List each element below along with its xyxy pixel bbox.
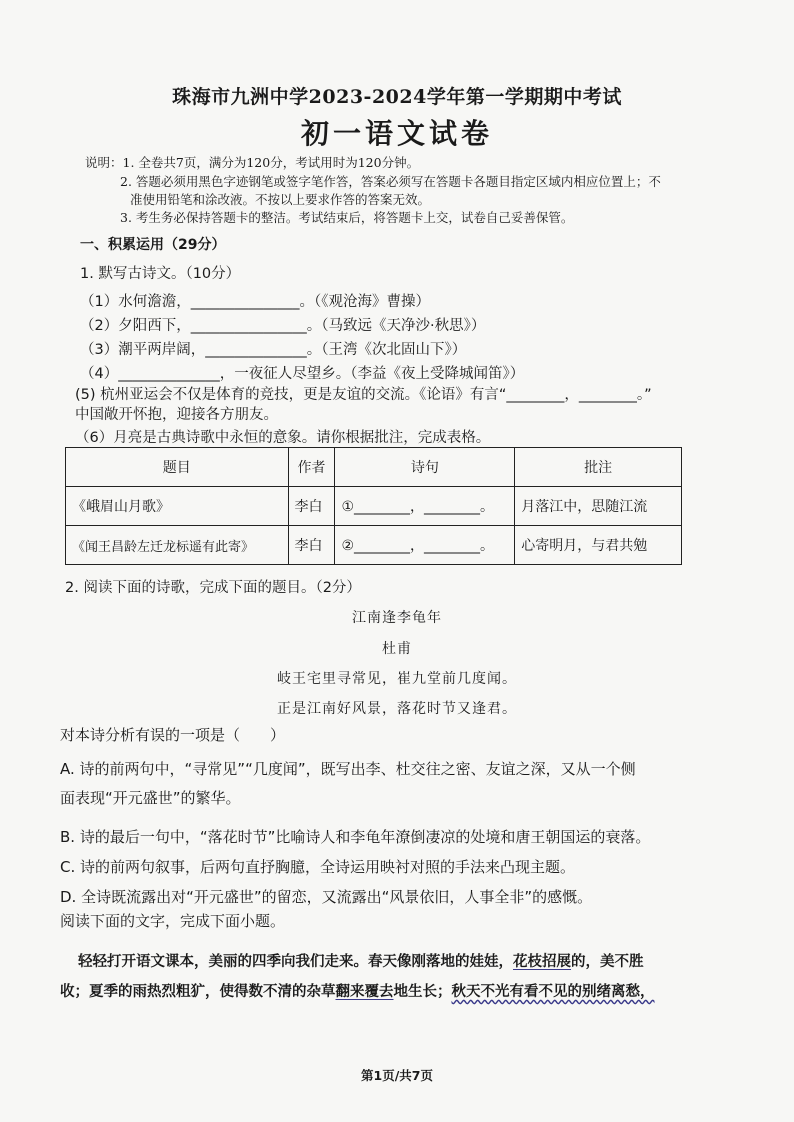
passage-text: 地生长； [393,983,452,1000]
q2-option-d: D. 全诗既流露出对“开元盛世”的留恋，又流露出“风景依旧，人事全非”的感慨。 [60,888,593,906]
q1-item-5-cont: 中国敞开怀抱，迎接各方朋友。 [75,407,278,423]
poem-title: 江南逢李龟年 [352,610,442,626]
table-cell-annotation: 月落江中，思随江流 [515,487,682,526]
table-header-author: 作者 [288,448,335,487]
table-cell-author: 李白 [288,526,335,565]
moon-poems-table [65,447,682,565]
q2-stem: 对本诗分析有误的一项是（ ） [60,726,286,744]
table-row [66,526,682,565]
q2-option-a: A. 诗的前两句中，“寻常见”“几度闻”，既写出李、杜交往之密、友谊之深，又从一个侧 [60,760,636,778]
table-row [66,487,682,526]
poem-author: 杜甫 [382,641,412,657]
exam-paper-title: 初一语文试卷 [300,117,493,150]
table-cell-verse: ②________，________。 [335,526,515,565]
table-cell-author: 李白 [288,487,335,526]
passage-wavy-underlined-phrase: 秋天不光有看不见的别绪离愁， [451,983,655,1000]
q1-item-3: （3）潮平两岸阔，______________。（王湾《次北固山下》） [80,342,467,358]
q1-item-1: （1）水何澹澹，_______________。（《观沧海》曹操） [80,294,430,310]
passage-text: 的，美不胜 [571,953,644,970]
table-cell-verse: ①________，________。 [335,487,515,526]
table-cell-annotation: 心寄明月，与君共勉 [515,526,682,565]
table-cell-title: 《峨眉山月歌》 [66,487,289,526]
section-1-title: 一、积累运用（29分） [80,237,226,253]
passage-line-1 [78,950,644,971]
q1-item-2: （2）夕阳西下，________________。（马致远《天净沙·秋思》） [80,318,486,334]
passage-underlined-phrase: 翻来覆去 [335,983,394,1000]
page-number: 第1页/共7页 [361,1068,433,1083]
passage-line-2 [60,980,655,1001]
q1-title: 1. 默写古诗文。（10分） [80,266,241,282]
q2-option-a-cont: 面表现“开元盛世”的繁华。 [60,789,241,807]
instructions-line-1: 说明：1. 全卷共7页，满分为120分，考试用时为120分钟。 [85,155,420,170]
exam-school-title: 珠海市九洲中学2023-2024学年第一学期期中考试 [172,86,622,108]
passage-text: 收；夏季的雨热烈粗犷，使得数不清的杂草 [60,983,336,1000]
q1-item-4: （4）______________，一夜征人尽望乡。（李益《夜上受降城闻笛》） [80,366,525,382]
q1-item-6: （6）月亮是古典诗歌中永恒的意象。请你根据批注，完成表格。 [75,430,491,446]
q2-option-c: C. 诗的前两句叙事，后两句直抒胸臆，全诗运用映衬对照的手法来凸现主题。 [60,858,576,876]
table-header-title: 题目 [66,448,289,487]
poem-line-2: 正是江南好风景，落花时节又逢君。 [277,701,517,717]
q2-title: 2. 阅读下面的诗歌，完成下面的题目。（2分） [65,580,361,596]
reading-intro: 阅读下面的文字，完成下面小题。 [60,912,286,930]
poem-line-1: 岐王宅里寻常见，崔九堂前几度闻。 [277,671,517,687]
instructions-line-4: 3. 考生务必保持答题卡的整洁。考试结束后，将答题卡上交，试卷自己妥善保管。 [120,210,574,225]
instructions-line-3: 准使用铅笔和涂改液。不按以上要求作答的答案无效。 [130,192,431,207]
table-header-row [66,448,682,487]
q1-item-5: (5) 杭州亚运会不仅是体育的竞技，更是友谊的交流。《论语》有言“________，________。” [75,387,652,403]
passage-text: 轻轻打开语文课本，美丽的四季向我们走来。春天像刚落地的娃娃， [78,953,513,970]
passage-underlined-phrase: 花枝招展 [513,953,571,970]
table-cell-title: 《闻王昌龄左迁龙标遥有此寄》 [66,526,289,565]
table-header-verse: 诗句 [335,448,515,487]
q2-option-b: B. 诗的最后一句中，“落花时节”比喻诗人和李龟年潦倒凄凉的处境和唐王朝国运的衰落。 [60,828,651,846]
instructions-line-2: 2. 答题必须用黑色字迹钢笔或签字笔作答，答案必须写在答题卡各题目指定区域内相应位置上；不 [120,174,661,189]
table-header-annotation: 批注 [515,448,682,487]
